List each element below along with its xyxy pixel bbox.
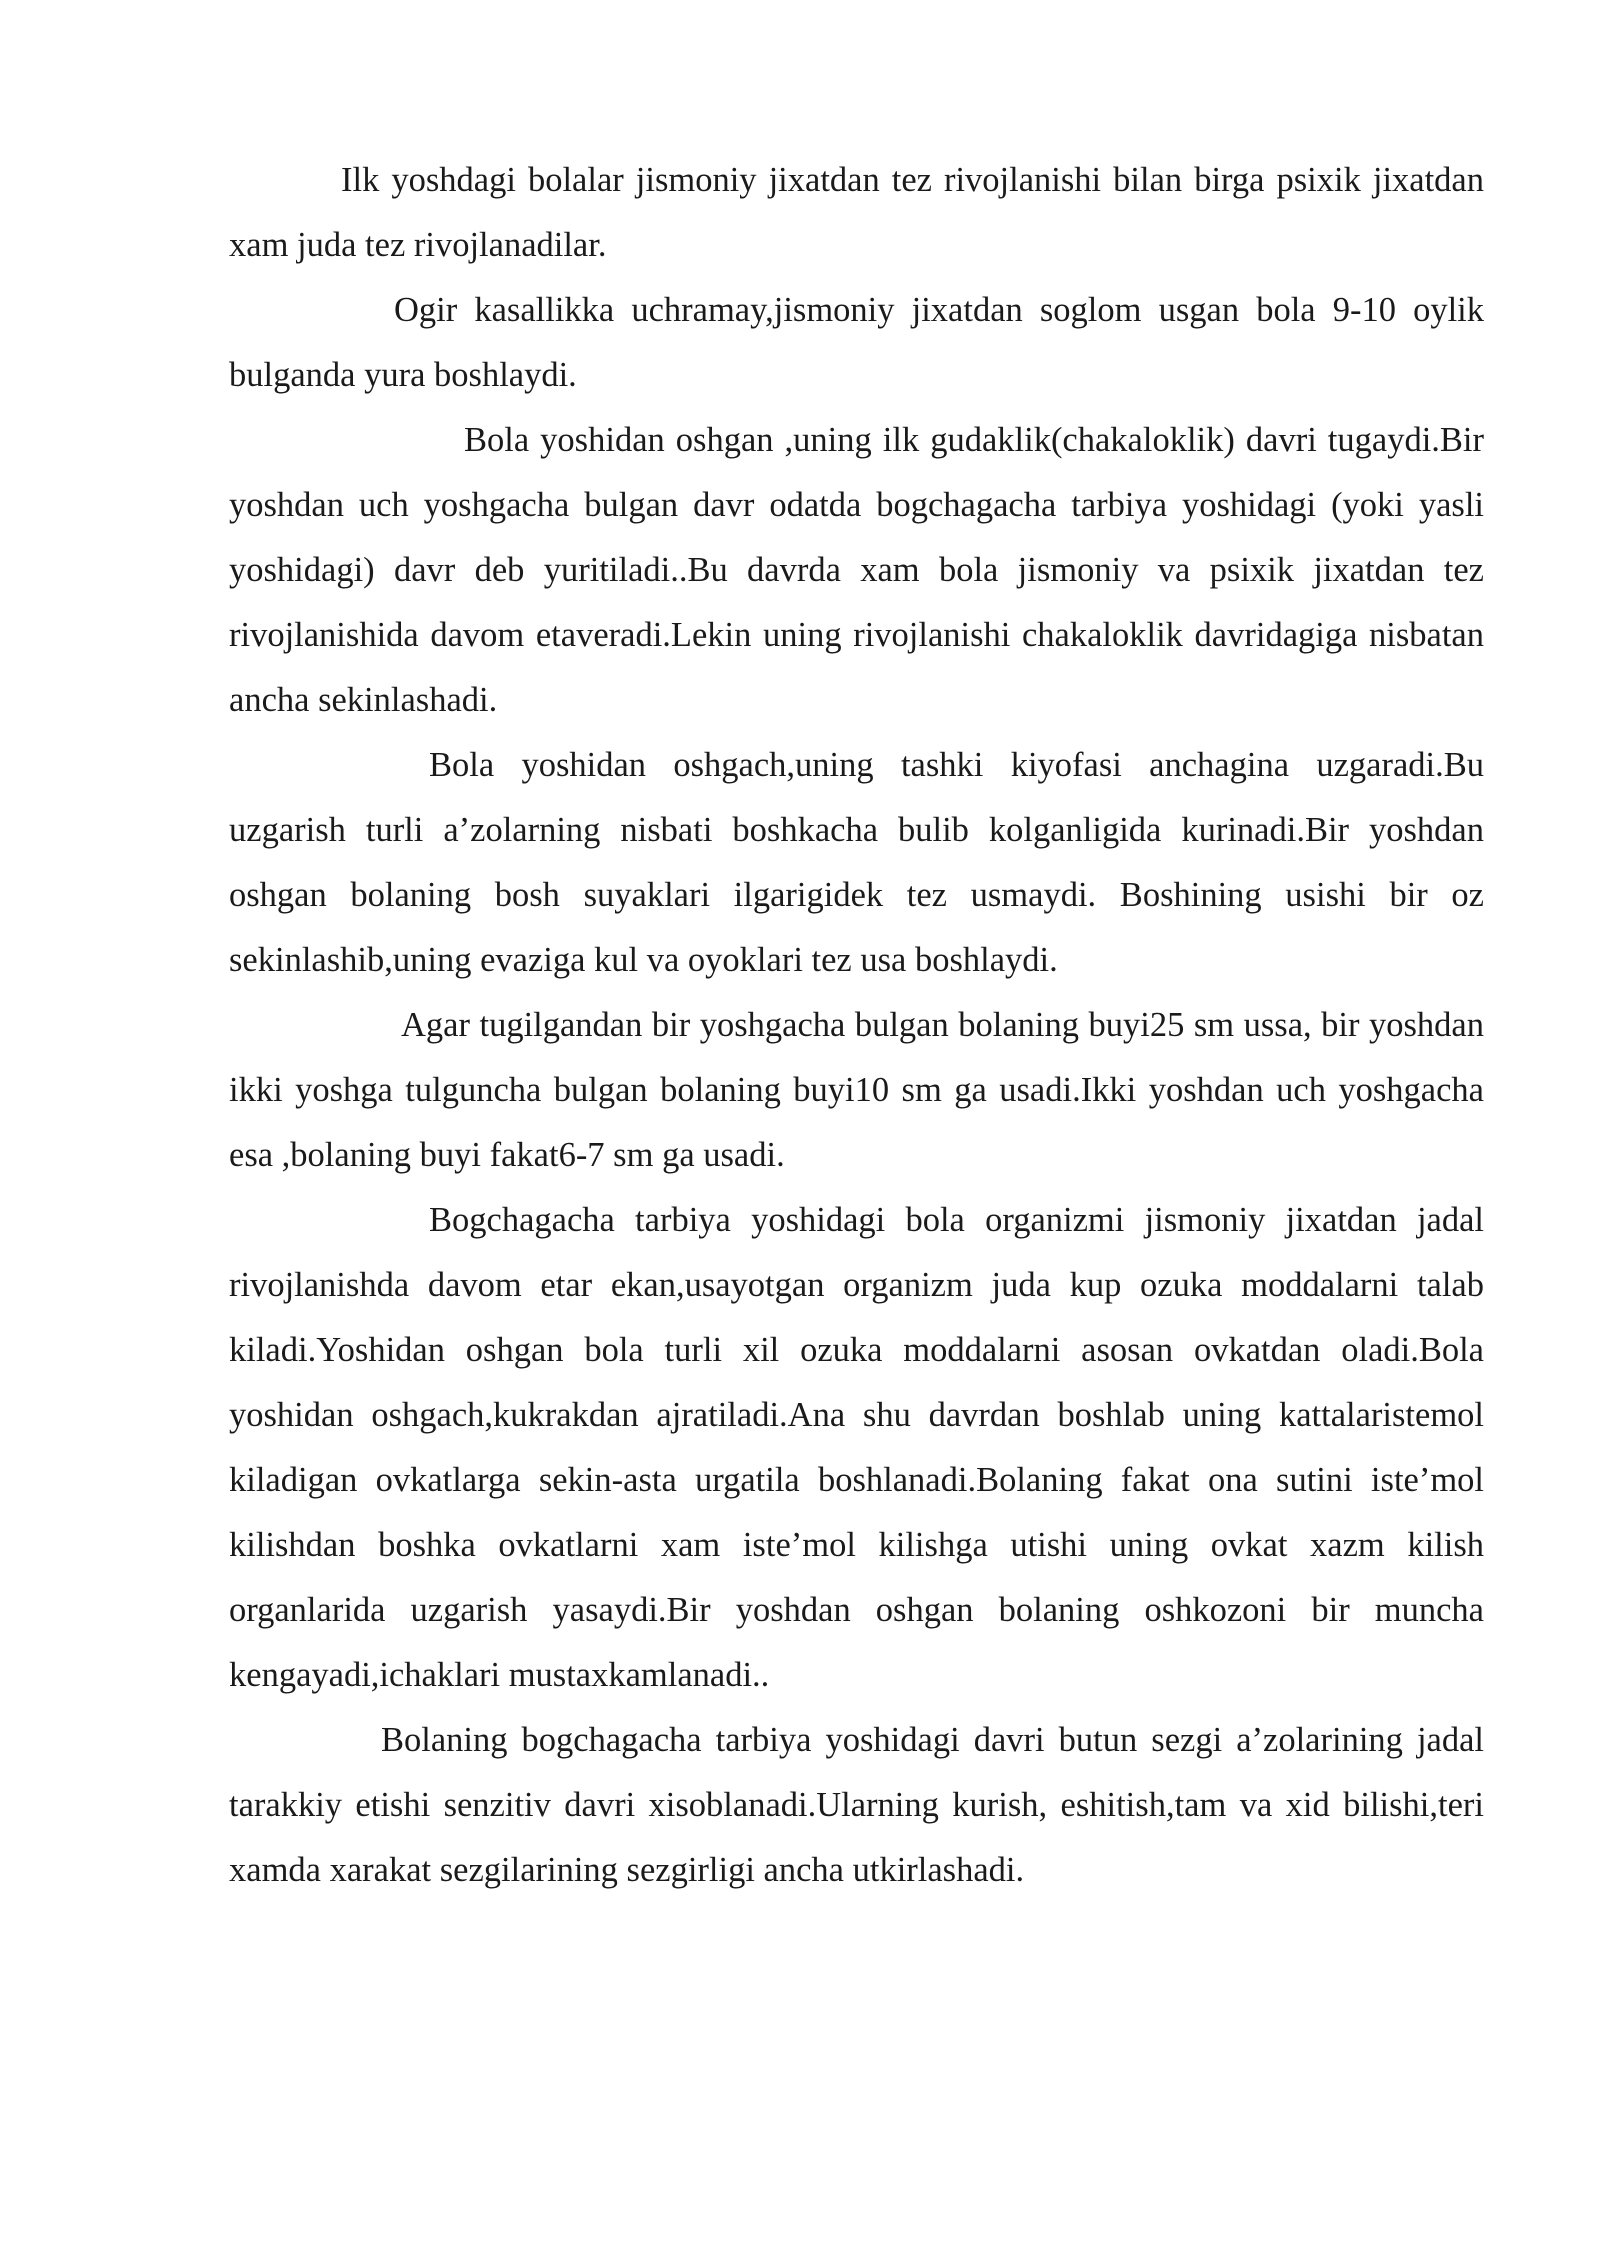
paragraph-6: Bogchagacha tarbiya yoshidagi bola organizmi jismoniy jixatdan jadal rivojlanishda davom etar ekan,usayotgan organizm juda kup ozuka moddalarni talab kiladi.Yoshidan oshgan bola turli xil ozuka moddalarni asosan ovkatdan oladi.Bola yoshidan oshgach,kukrakdan ajratiladi.Ana shu davrdan boshlab uning kattalaristemol kiladigan ovkatlarga sekin-asta urgatila boshlanadi.Bolaning fakat ona sutini iste’mol kilishdan boshka ovkatlarni xam iste’mol kilishga utishi uning ovkat xazm kilish organlarida uzgarish yasaydi.Bir yoshdan oshgan bolaning oshkozoni bir muncha kengayadi,ichaklari mustaxkamlanadi.. bbox=[229, 1201, 1484, 1694]
document-page bbox=[229, 148, 1484, 1903]
paragraph-7: Bolaning bogchagacha tarbiya yoshidagi davri butun sezgi a’zolarining jadal tarakkiy etishi senzitiv davri xisoblanadi.Ularning kurish, eshitish,tam va xid bilishi,teri xamda xarakat sezgilarining sezgirligi ancha utkirlashadi. bbox=[229, 1721, 1484, 1889]
paragraph-2: Ogir kasallikka uchramay,jismoniy jixatdan soglom usgan bola 9-10 oylik bulganda yura boshlaydi. bbox=[229, 291, 1484, 394]
paragraph-5: Agar tugilgandan bir yoshgacha bulgan bolaning buyi25 sm ussa, bir yoshdan ikki yoshga tulguncha bulgan bolaning buyi10 sm ga usadi.Ikki yoshdan uch yoshgacha esa ,bolaning buyi fakat6-7 sm ga usadi. bbox=[229, 1006, 1484, 1174]
paragraph-3: Bola yoshidan oshgan ,uning ilk gudaklik(chakaloklik) davri tugaydi.Bir yoshdan uch yoshgacha bulgan davr odatda bogchagacha tarbiya yoshidagi (yoki yasli yoshidagi) davr deb yuritiladi..Bu davrda xam bola jismoniy va psixik jixatdan tez rivojlanishida davom etaveradi.Lekin uning rivojlanishi chakaloklik davridagiga nisbatan ancha sekinlashadi. bbox=[229, 421, 1484, 719]
paragraph-4: Bola yoshidan oshgach,uning tashki kiyofasi anchagina uzgaradi.Bu uzgarish turli a’zolarning nisbati boshkacha bulib kolganligida kurinadi.Bir yoshdan oshgan bolaning bosh suyaklari ilgarigidek tez usmaydi. Boshining usishi bir oz sekinlashib,uning evaziga kul va oyoklari tez usa boshlaydi. bbox=[229, 746, 1484, 979]
paragraph-1: Ilk yoshdagi bolalar jismoniy jixatdan tez rivojlanishi bilan birga psixik jixatdan xam juda tez rivojlanadilar. bbox=[229, 161, 1484, 264]
